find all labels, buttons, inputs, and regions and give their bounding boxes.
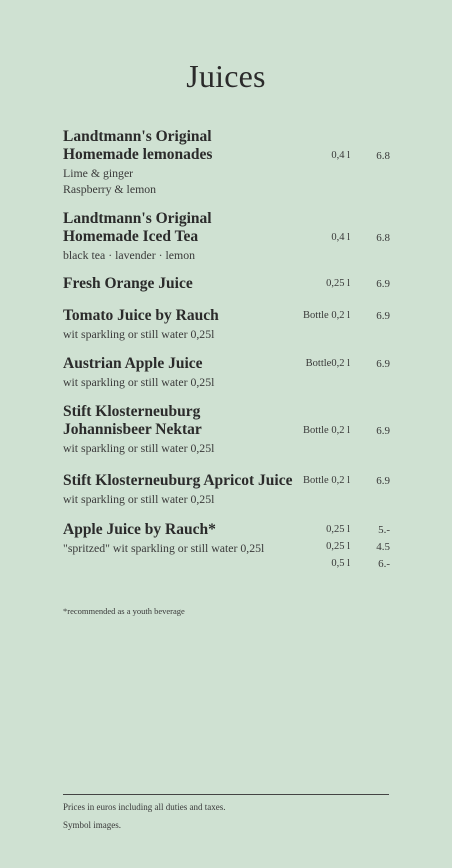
item-description: wit sparkling or still water 0,25l <box>63 492 215 506</box>
item-volume: 0,25 l <box>326 541 350 552</box>
item-name: Stift Klosterneuburg Apricot Juice <box>63 472 293 489</box>
item-volume: 0,5 l <box>331 558 350 569</box>
item-volume: Bottle 0,2 l <box>303 310 350 321</box>
item-description: wit sparkling or still water 0,25l <box>63 327 215 341</box>
item-price: 6.9 <box>376 310 390 322</box>
item-volume: 0,25 l <box>326 524 350 535</box>
item-description: Lime & ginger <box>63 166 134 180</box>
item-volume: Bottle 0,2 l <box>303 475 350 486</box>
item-description: wit sparkling or still water 0,25l <box>63 375 215 389</box>
item-price: 6.9 <box>376 425 390 437</box>
item-name: Homemade lemonades <box>63 146 213 163</box>
item-description: Raspberry & lemon <box>63 182 157 196</box>
item-price: 5.- <box>378 524 390 536</box>
item-description: "spritzed" wit sparkling or still water 0,25l <box>63 541 265 555</box>
item-volume: 0,4 l <box>331 232 350 243</box>
item-description: black tea · lavender · lemon <box>63 248 195 262</box>
item-volume: 0,4 l <box>331 150 350 161</box>
item-name: Apple Juice by Rauch* <box>63 521 216 538</box>
footer-price-note: Prices in euros including all duties and taxes. <box>63 802 226 812</box>
footer-symbol-note: Symbol images. <box>63 820 121 830</box>
item-name: Johannisbeer Nektar <box>63 421 202 438</box>
item-price: 6.8 <box>376 232 390 244</box>
page-title: Juices <box>186 58 266 94</box>
footer-divider <box>63 794 389 795</box>
item-volume: Bottle0,2 l <box>305 358 350 369</box>
item-price: 6.9 <box>376 278 390 290</box>
item-price: 6.9 <box>376 475 390 487</box>
item-name: Fresh Orange Juice <box>63 275 193 292</box>
item-price: 4.5 <box>376 541 390 553</box>
item-price: 6.9 <box>376 358 390 370</box>
youth-beverage-footnote: *recommended as a youth beverage <box>63 606 185 616</box>
item-volume: 0,25 l <box>326 278 350 289</box>
item-name: Tomato Juice by Rauch <box>63 307 219 324</box>
item-volume: Bottle 0,2 l <box>303 425 350 436</box>
item-name: Stift Klosterneuburg <box>63 403 201 420</box>
item-description: wit sparkling or still water 0,25l <box>63 441 215 455</box>
item-price: 6.- <box>378 558 390 570</box>
item-name: Landtmann's Original <box>63 210 212 227</box>
item-name: Landtmann's Original <box>63 128 212 145</box>
item-price: 6.8 <box>376 150 390 162</box>
item-name: Austrian Apple Juice <box>63 355 203 372</box>
item-name: Homemade Iced Tea <box>63 228 199 245</box>
